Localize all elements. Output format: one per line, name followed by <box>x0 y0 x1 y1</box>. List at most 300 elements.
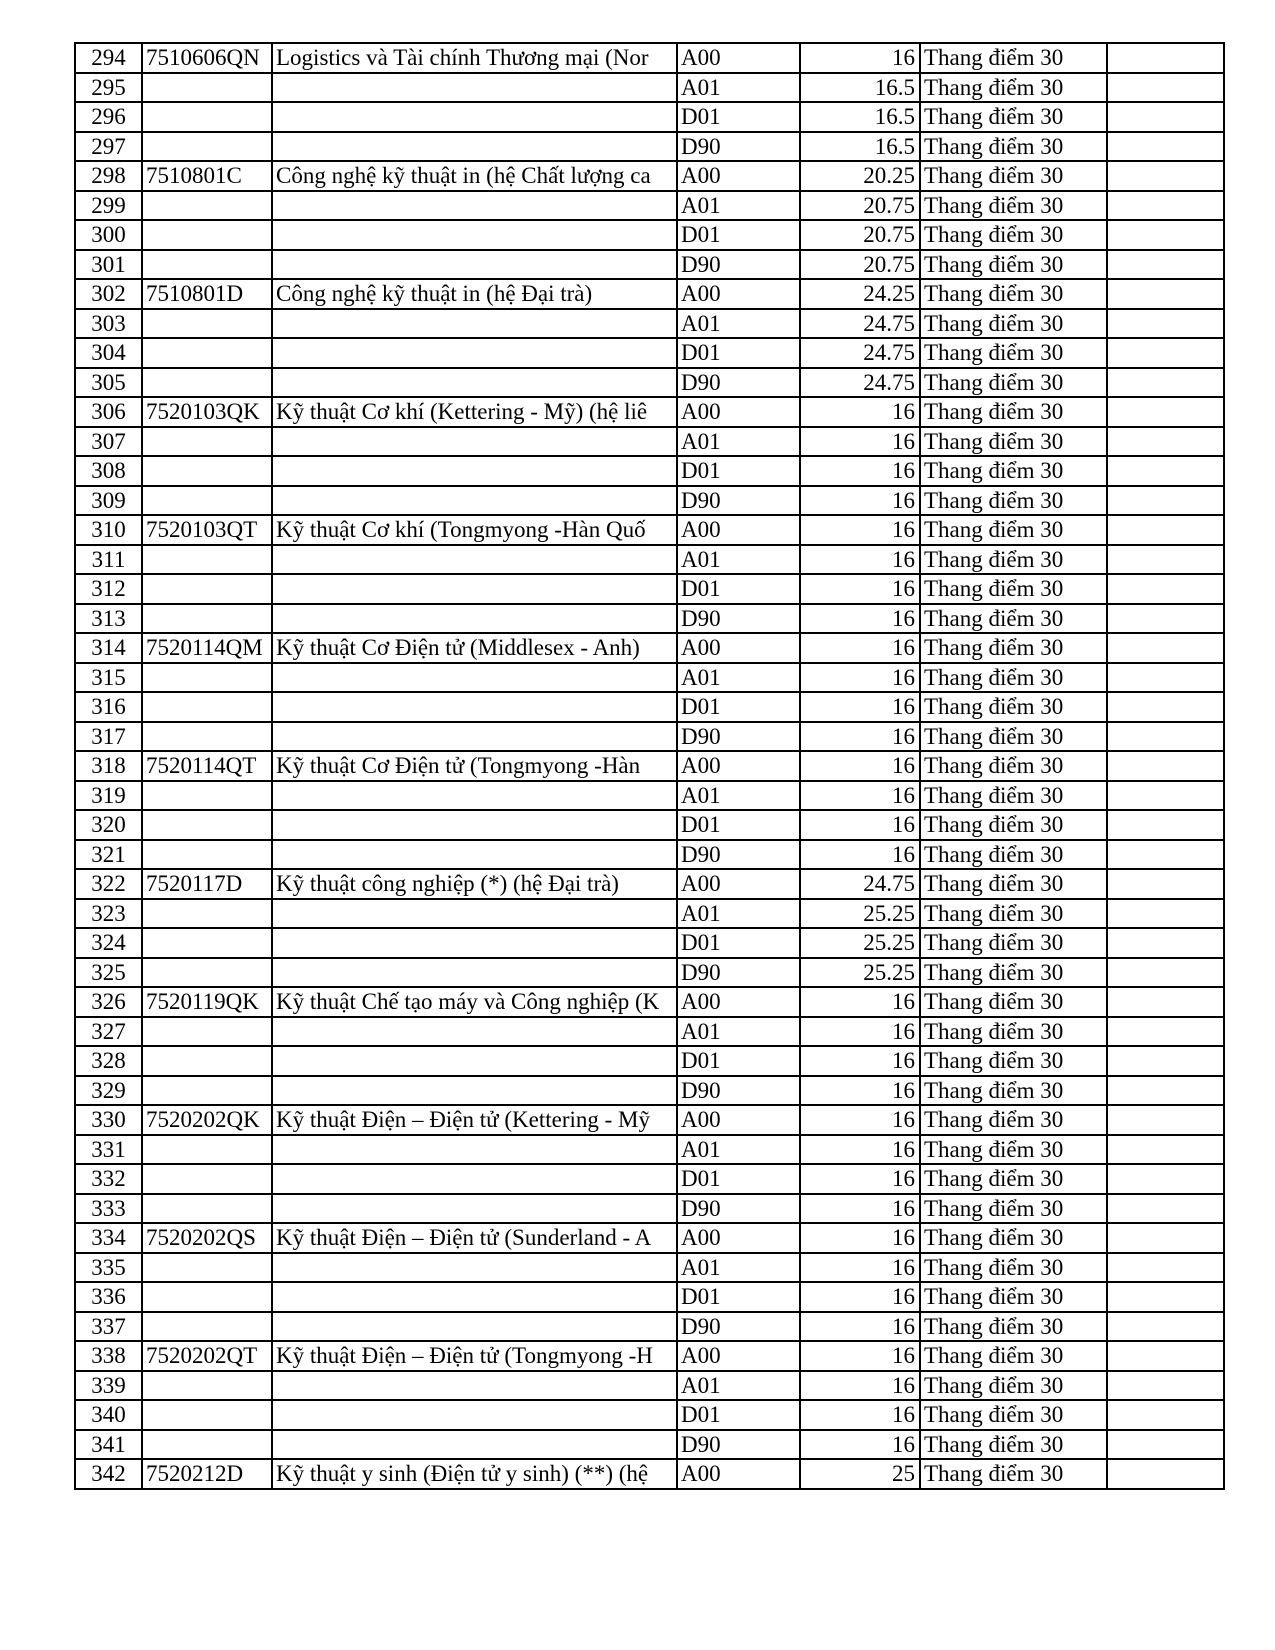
table-row <box>75 810 1224 840</box>
note-cell <box>1107 102 1224 132</box>
program-name-cell <box>272 1164 677 1194</box>
subject-group-cell: D90 <box>677 604 800 634</box>
table-row <box>75 1076 1224 1106</box>
score-scale-cell: Thang điểm 30 <box>920 102 1107 132</box>
row-number-cell: 310 <box>75 515 142 545</box>
cutoff-score-cell: 16 <box>800 692 920 722</box>
cutoff-score-cell: 20.75 <box>800 250 920 280</box>
note-cell <box>1107 574 1224 604</box>
note-cell <box>1107 161 1224 191</box>
cutoff-score-cell: 16 <box>800 486 920 516</box>
subject-group-cell: A00 <box>677 1459 800 1489</box>
table-row <box>75 1164 1224 1194</box>
subject-group-cell: D01 <box>677 928 800 958</box>
cutoff-score-cell: 16 <box>800 397 920 427</box>
note-cell <box>1107 1371 1224 1401</box>
program-code-cell <box>142 1371 272 1401</box>
score-scale-cell: Thang điểm 30 <box>920 545 1107 575</box>
program-code-cell: 7520103QT <box>142 515 272 545</box>
row-number-cell: 319 <box>75 781 142 811</box>
table-row <box>75 633 1224 663</box>
note-cell <box>1107 309 1224 339</box>
program-name-cell <box>272 486 677 516</box>
program-name-cell <box>272 191 677 221</box>
program-name-cell: Kỹ thuật Chế tạo máy và Công nghiệp (K <box>272 987 677 1017</box>
cutoff-score-cell: 25.25 <box>800 928 920 958</box>
subject-group-cell: A01 <box>677 545 800 575</box>
program-name-cell: Kỹ thuật Cơ Điện tử (Tongmyong -Hàn <box>272 751 677 781</box>
score-scale-cell: Thang điểm 30 <box>920 751 1107 781</box>
program-name-cell <box>272 220 677 250</box>
subject-group-cell: A00 <box>677 633 800 663</box>
program-name-cell <box>272 810 677 840</box>
cutoff-score-cell: 16 <box>800 1341 920 1371</box>
subject-group-cell: D01 <box>677 220 800 250</box>
subject-group-cell: D01 <box>677 574 800 604</box>
note-cell <box>1107 633 1224 663</box>
row-number-cell: 306 <box>75 397 142 427</box>
score-scale-cell: Thang điểm 30 <box>920 1371 1107 1401</box>
score-scale-cell: Thang điểm 30 <box>920 1312 1107 1342</box>
row-number-cell: 295 <box>75 73 142 103</box>
note-cell <box>1107 1105 1224 1135</box>
table-row <box>75 161 1224 191</box>
score-scale-cell: Thang điểm 30 <box>920 987 1107 1017</box>
program-code-cell: 7510801D <box>142 279 272 309</box>
subject-group-cell: A00 <box>677 43 800 73</box>
table-row <box>75 604 1224 634</box>
row-number-cell: 331 <box>75 1135 142 1165</box>
score-scale-cell: Thang điểm 30 <box>920 161 1107 191</box>
note-cell <box>1107 368 1224 398</box>
row-number-cell: 340 <box>75 1400 142 1430</box>
table-row <box>75 515 1224 545</box>
subject-group-cell: A01 <box>677 73 800 103</box>
score-scale-cell: Thang điểm 30 <box>920 279 1107 309</box>
subject-group-cell: A00 <box>677 751 800 781</box>
program-name-cell <box>272 958 677 988</box>
subject-group-cell: D01 <box>677 102 800 132</box>
score-scale-cell: Thang điểm 30 <box>920 309 1107 339</box>
table-row <box>75 958 1224 988</box>
score-scale-cell: Thang điểm 30 <box>920 958 1107 988</box>
score-scale-cell: Thang điểm 30 <box>920 1194 1107 1224</box>
program-name-cell: Kỹ thuật Cơ khí (Kettering - Mỹ) (hệ liê <box>272 397 677 427</box>
score-scale-cell: Thang điểm 30 <box>920 132 1107 162</box>
cutoff-score-cell: 16 <box>800 427 920 457</box>
row-number-cell: 327 <box>75 1017 142 1047</box>
program-code-cell <box>142 132 272 162</box>
program-name-cell <box>272 1135 677 1165</box>
row-number-cell: 316 <box>75 692 142 722</box>
subject-group-cell: D01 <box>677 810 800 840</box>
row-number-cell: 314 <box>75 633 142 663</box>
note-cell <box>1107 545 1224 575</box>
table-row <box>75 928 1224 958</box>
row-number-cell: 334 <box>75 1223 142 1253</box>
note-cell <box>1107 692 1224 722</box>
program-code-cell <box>142 1164 272 1194</box>
row-number-cell: 339 <box>75 1371 142 1401</box>
cutoff-score-cell: 16 <box>800 43 920 73</box>
row-number-cell: 298 <box>75 161 142 191</box>
row-number-cell: 321 <box>75 840 142 870</box>
row-number-cell: 322 <box>75 869 142 899</box>
program-code-cell: 7520119QK <box>142 987 272 1017</box>
row-number-cell: 299 <box>75 191 142 221</box>
score-scale-cell: Thang điểm 30 <box>920 810 1107 840</box>
subject-group-cell: D90 <box>677 1076 800 1106</box>
note-cell <box>1107 1135 1224 1165</box>
program-name-cell <box>272 1282 677 1312</box>
cutoff-score-cell: 25.25 <box>800 958 920 988</box>
table-row <box>75 869 1224 899</box>
score-scale-cell: Thang điểm 30 <box>920 1223 1107 1253</box>
cutoff-score-cell: 16 <box>800 810 920 840</box>
program-name-cell <box>272 1076 677 1106</box>
score-scale-cell: Thang điểm 30 <box>920 1076 1107 1106</box>
score-scale-cell: Thang điểm 30 <box>920 663 1107 693</box>
subject-group-cell: D01 <box>677 692 800 722</box>
note-cell <box>1107 840 1224 870</box>
score-scale-cell: Thang điểm 30 <box>920 73 1107 103</box>
cutoff-score-cell: 16 <box>800 1282 920 1312</box>
score-scale-cell: Thang điểm 30 <box>920 1400 1107 1430</box>
cutoff-score-cell: 16 <box>800 722 920 752</box>
table-row <box>75 427 1224 457</box>
cutoff-score-cell: 16.5 <box>800 102 920 132</box>
subject-group-cell: D90 <box>677 1430 800 1460</box>
program-code-cell <box>142 604 272 634</box>
row-number-cell: 320 <box>75 810 142 840</box>
table-row <box>75 191 1224 221</box>
score-scale-cell: Thang điểm 30 <box>920 840 1107 870</box>
row-number-cell: 336 <box>75 1282 142 1312</box>
score-scale-cell: Thang điểm 30 <box>920 515 1107 545</box>
cutoff-score-cell: 16 <box>800 1076 920 1106</box>
program-name-cell <box>272 722 677 752</box>
row-number-cell: 328 <box>75 1046 142 1076</box>
row-number-cell: 333 <box>75 1194 142 1224</box>
score-scale-cell: Thang điểm 30 <box>920 456 1107 486</box>
program-code-cell <box>142 810 272 840</box>
subject-group-cell: A00 <box>677 515 800 545</box>
program-code-cell <box>142 250 272 280</box>
program-code-cell: 7520202QT <box>142 1341 272 1371</box>
subject-group-cell: D01 <box>677 1046 800 1076</box>
score-scale-cell: Thang điểm 30 <box>920 899 1107 929</box>
score-scale-cell: Thang điểm 30 <box>920 338 1107 368</box>
program-name-cell: Kỹ thuật Điện – Điện tử (Tongmyong -H <box>272 1341 677 1371</box>
score-scale-cell: Thang điểm 30 <box>920 1282 1107 1312</box>
note-cell <box>1107 1164 1224 1194</box>
table-row <box>75 1312 1224 1342</box>
table-row <box>75 1400 1224 1430</box>
program-name-cell: Logistics và Tài chính Thương mại (Nor <box>272 43 677 73</box>
cutoff-score-cell: 24.75 <box>800 309 920 339</box>
row-number-cell: 312 <box>75 574 142 604</box>
row-number-cell: 302 <box>75 279 142 309</box>
row-number-cell: 329 <box>75 1076 142 1106</box>
program-code-cell <box>142 102 272 132</box>
note-cell <box>1107 1312 1224 1342</box>
subject-group-cell: A01 <box>677 1017 800 1047</box>
note-cell <box>1107 1430 1224 1460</box>
subject-group-cell: D90 <box>677 958 800 988</box>
program-code-cell: 7510801C <box>142 161 272 191</box>
program-name-cell <box>272 1430 677 1460</box>
subject-group-cell: A00 <box>677 161 800 191</box>
program-code-cell: 7520202QK <box>142 1105 272 1135</box>
cutoff-score-cell: 24.25 <box>800 279 920 309</box>
program-code-cell <box>142 958 272 988</box>
table-row <box>75 397 1224 427</box>
subject-group-cell: D90 <box>677 1312 800 1342</box>
program-name-cell <box>272 1371 677 1401</box>
row-number-cell: 326 <box>75 987 142 1017</box>
subject-group-cell: D01 <box>677 338 800 368</box>
cutoff-score-cell: 25 <box>800 1459 920 1489</box>
program-code-cell <box>142 1253 272 1283</box>
table-row <box>75 545 1224 575</box>
subject-group-cell: A01 <box>677 1371 800 1401</box>
subject-group-cell: A01 <box>677 781 800 811</box>
row-number-cell: 300 <box>75 220 142 250</box>
subject-group-cell: A01 <box>677 309 800 339</box>
row-number-cell: 304 <box>75 338 142 368</box>
score-scale-cell: Thang điểm 30 <box>920 1046 1107 1076</box>
table-row <box>75 1135 1224 1165</box>
subject-group-cell: D90 <box>677 840 800 870</box>
note-cell <box>1107 869 1224 899</box>
cutoff-score-cell: 16 <box>800 1017 920 1047</box>
program-code-cell <box>142 220 272 250</box>
cutoff-score-cell: 16 <box>800 1194 920 1224</box>
note-cell <box>1107 338 1224 368</box>
cutoff-score-cell: 16 <box>800 1046 920 1076</box>
table-row <box>75 781 1224 811</box>
subject-group-cell: A00 <box>677 1223 800 1253</box>
table-row <box>75 43 1224 73</box>
program-name-cell: Kỹ thuật công nghiệp (*) (hệ Đại trà) <box>272 869 677 899</box>
subject-group-cell: D01 <box>677 1164 800 1194</box>
note-cell <box>1107 250 1224 280</box>
program-code-cell <box>142 486 272 516</box>
table-row <box>75 309 1224 339</box>
note-cell <box>1107 279 1224 309</box>
program-code-cell <box>142 692 272 722</box>
cutoff-score-cell: 16 <box>800 1430 920 1460</box>
score-scale-cell: Thang điểm 30 <box>920 1459 1107 1489</box>
table-row <box>75 751 1224 781</box>
note-cell <box>1107 1046 1224 1076</box>
program-name-cell <box>272 1046 677 1076</box>
score-scale-cell: Thang điểm 30 <box>920 633 1107 663</box>
program-name-cell <box>272 574 677 604</box>
program-name-cell <box>272 781 677 811</box>
row-number-cell: 305 <box>75 368 142 398</box>
program-code-cell <box>142 1017 272 1047</box>
score-scale-cell: Thang điểm 30 <box>920 250 1107 280</box>
note-cell <box>1107 486 1224 516</box>
cutoff-score-cell: 20.25 <box>800 161 920 191</box>
score-scale-cell: Thang điểm 30 <box>920 1430 1107 1460</box>
note-cell <box>1107 1341 1224 1371</box>
note-cell <box>1107 604 1224 634</box>
row-number-cell: 318 <box>75 751 142 781</box>
cutoff-score-cell: 16 <box>800 1223 920 1253</box>
row-number-cell: 335 <box>75 1253 142 1283</box>
cutoff-score-cell: 16 <box>800 545 920 575</box>
subject-group-cell: D01 <box>677 456 800 486</box>
cutoff-score-cell: 16 <box>800 515 920 545</box>
table-row <box>75 73 1224 103</box>
score-scale-cell: Thang điểm 30 <box>920 1105 1107 1135</box>
table-row <box>75 1459 1224 1489</box>
program-code-cell <box>142 73 272 103</box>
table-row <box>75 692 1224 722</box>
cutoff-score-cell: 16 <box>800 604 920 634</box>
program-code-cell: 7520202QS <box>142 1223 272 1253</box>
cutoff-score-cell: 16 <box>800 663 920 693</box>
program-code-cell <box>142 1135 272 1165</box>
cutoff-score-cell: 16 <box>800 1312 920 1342</box>
program-name-cell <box>272 73 677 103</box>
cutoff-score-cell: 16 <box>800 1400 920 1430</box>
score-scale-cell: Thang điểm 30 <box>920 43 1107 73</box>
note-cell <box>1107 899 1224 929</box>
subject-group-cell: D90 <box>677 368 800 398</box>
subject-group-cell: A00 <box>677 1105 800 1135</box>
table-row <box>75 1046 1224 1076</box>
row-number-cell: 296 <box>75 102 142 132</box>
score-scale-cell: Thang điểm 30 <box>920 781 1107 811</box>
program-name-cell: Công nghệ kỹ thuật in (hệ Chất lượng ca <box>272 161 677 191</box>
program-code-cell: 7520114QT <box>142 751 272 781</box>
program-code-cell: 7520117D <box>142 869 272 899</box>
subject-group-cell: D90 <box>677 1194 800 1224</box>
program-name-cell <box>272 427 677 457</box>
program-code-cell: 7510606QN <box>142 43 272 73</box>
table-body <box>75 43 1224 1489</box>
score-scale-cell: Thang điểm 30 <box>920 574 1107 604</box>
program-code-cell <box>142 427 272 457</box>
row-number-cell: 311 <box>75 545 142 575</box>
table-row <box>75 1105 1224 1135</box>
row-number-cell: 330 <box>75 1105 142 1135</box>
table-row <box>75 1253 1224 1283</box>
table-row <box>75 132 1224 162</box>
table-row <box>75 722 1224 752</box>
score-scale-cell: Thang điểm 30 <box>920 1017 1107 1047</box>
score-scale-cell: Thang điểm 30 <box>920 722 1107 752</box>
note-cell <box>1107 751 1224 781</box>
program-name-cell <box>272 1017 677 1047</box>
program-code-cell <box>142 368 272 398</box>
program-code-cell <box>142 338 272 368</box>
program-name-cell: Kỹ thuật Cơ khí (Tongmyong -Hàn Quố <box>272 515 677 545</box>
program-code-cell <box>142 1194 272 1224</box>
program-code-cell <box>142 1076 272 1106</box>
table-row <box>75 456 1224 486</box>
program-name-cell: Công nghệ kỹ thuật in (hệ Đại trà) <box>272 279 677 309</box>
subject-group-cell: A01 <box>677 1135 800 1165</box>
cutoff-score-cell: 16 <box>800 1105 920 1135</box>
note-cell <box>1107 220 1224 250</box>
cutoff-score-cell: 16 <box>800 987 920 1017</box>
program-name-cell <box>272 338 677 368</box>
cutoff-score-cell: 25.25 <box>800 899 920 929</box>
score-scale-cell: Thang điểm 30 <box>920 191 1107 221</box>
program-code-cell <box>142 1430 272 1460</box>
cutoff-score-cell: 16 <box>800 1164 920 1194</box>
row-number-cell: 338 <box>75 1341 142 1371</box>
program-name-cell <box>272 663 677 693</box>
program-name-cell <box>272 1253 677 1283</box>
table-row <box>75 486 1224 516</box>
note-cell <box>1107 810 1224 840</box>
row-number-cell: 341 <box>75 1430 142 1460</box>
program-name-cell <box>272 1312 677 1342</box>
program-name-cell <box>272 692 677 722</box>
program-name-cell <box>272 250 677 280</box>
program-name-cell <box>272 309 677 339</box>
note-cell <box>1107 515 1224 545</box>
table-row <box>75 899 1224 929</box>
program-name-cell <box>272 456 677 486</box>
program-code-cell <box>142 928 272 958</box>
note-cell <box>1107 781 1224 811</box>
program-code-cell <box>142 1282 272 1312</box>
note-cell <box>1107 191 1224 221</box>
program-code-cell <box>142 722 272 752</box>
score-scale-cell: Thang điểm 30 <box>920 486 1107 516</box>
score-scale-cell: Thang điểm 30 <box>920 427 1107 457</box>
program-code-cell <box>142 781 272 811</box>
row-number-cell: 325 <box>75 958 142 988</box>
subject-group-cell: A00 <box>677 279 800 309</box>
program-name-cell <box>272 102 677 132</box>
cutoff-score-cell: 16 <box>800 633 920 663</box>
program-code-cell <box>142 1046 272 1076</box>
row-number-cell: 303 <box>75 309 142 339</box>
program-code-cell: 7520114QM <box>142 633 272 663</box>
note-cell <box>1107 132 1224 162</box>
note-cell <box>1107 427 1224 457</box>
score-scale-cell: Thang điểm 30 <box>920 1164 1107 1194</box>
program-name-cell: Kỹ thuật Cơ Điện tử (Middlesex - Anh) <box>272 633 677 663</box>
cutoff-score-cell: 24.75 <box>800 869 920 899</box>
program-name-cell <box>272 604 677 634</box>
table-row <box>75 663 1224 693</box>
program-name-cell <box>272 899 677 929</box>
row-number-cell: 324 <box>75 928 142 958</box>
note-cell <box>1107 1400 1224 1430</box>
subject-group-cell: A01 <box>677 663 800 693</box>
subject-group-cell: A00 <box>677 397 800 427</box>
note-cell <box>1107 43 1224 73</box>
row-number-cell: 309 <box>75 486 142 516</box>
note-cell <box>1107 1076 1224 1106</box>
note-cell <box>1107 456 1224 486</box>
note-cell <box>1107 1194 1224 1224</box>
row-number-cell: 323 <box>75 899 142 929</box>
note-cell <box>1107 987 1224 1017</box>
subject-group-cell: D90 <box>677 486 800 516</box>
score-scale-cell: Thang điểm 30 <box>920 604 1107 634</box>
cutoff-score-cell: 16 <box>800 1371 920 1401</box>
program-code-cell <box>142 545 272 575</box>
